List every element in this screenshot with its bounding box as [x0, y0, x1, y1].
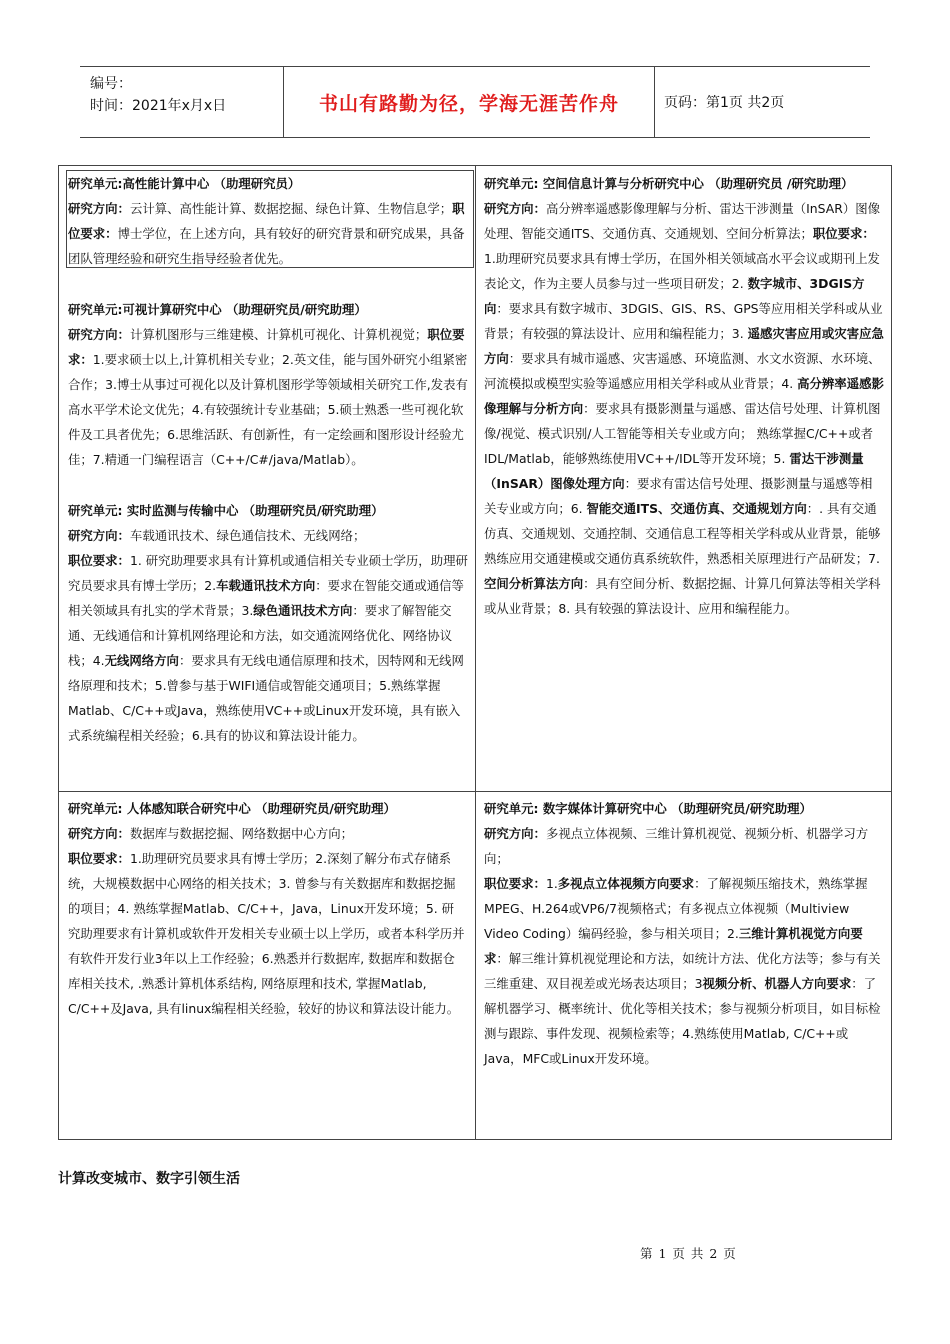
unit-direction [68, 821, 466, 846]
requirement-highlight: 多视点立体视频方向要求 [557, 876, 695, 891]
requirement-text: ：要求了解智能交通、无线通信和计算机网络理论和方法，如交通流网络优化、网络协议栈；4. [68, 603, 453, 668]
unit-block-hpc [68, 171, 471, 271]
unit-title: 研究单元:高性能计算中心 （助理研究员） [68, 176, 301, 191]
unit-body [484, 196, 884, 621]
unit-requirements [484, 871, 884, 1071]
cell-bottom-left [68, 796, 466, 1021]
requirement-text: 1. 研究助理要求具有计算机或通信相关专业硕士学历，助理研究员要求具有博士学历；2. [68, 553, 468, 593]
requirement-text: ：要求具有数字城市、3DGIS、GIS、RS、GPS等应用相关学科或从业背景；有较强的算法设计、应用和编程能力；3. [484, 301, 883, 341]
requirement-highlight: 数字城市、3DGIS方向 [484, 276, 865, 316]
requirement-highlight: 空间分析算法方向 [484, 576, 584, 591]
requirement-text: ：解三维计算机视觉理论和方法，如统计方法、优化方法等；参与有关三维重建、双目视差或光场表达项目；3 [484, 951, 881, 991]
unit-title: 研究单元: 数字媒体计算研究中心 （助理研究员/研究助理） [484, 801, 812, 816]
requirement-highlight: 雷达干涉测量（InSAR）图像处理方向 [484, 451, 864, 491]
direction-label: 研究方向： [68, 826, 130, 841]
requirement-text: ：要求有雷达信号处理、摄影测量与遥感等相关专业或方向；6. [484, 476, 873, 516]
unit-body [68, 196, 471, 271]
requirement-highlight: 视频分析、机器人方向要求 [702, 976, 852, 991]
requirement-highlight: 绿色通讯技术方向 [253, 603, 353, 618]
unit-direction [484, 821, 884, 871]
cell-bottom-right [484, 796, 884, 1071]
unit-direction [68, 523, 471, 548]
requirement-text: ：了解视频压缩技术，熟练掌握MPEG、H.264或VP6/7视频格式；有多视点立体视频（Multiview Video Coding）编码经验，参与相关项目；2. [484, 876, 868, 941]
unit-block-visual [68, 297, 471, 472]
unit-block-monitor [68, 498, 471, 748]
requirement-label: 职位要求： [484, 876, 546, 891]
page-header [80, 66, 870, 138]
direction-text: 数据库与数据挖掘、网络数据中心方向； [129, 826, 353, 841]
cell-top-left [68, 171, 471, 748]
header-page-label: 页码：第1页 共2页 [664, 95, 785, 111]
direction-text: 计算机图形与三维建模、计算机可视化、计算机视觉； [129, 327, 428, 342]
positions-table [58, 165, 892, 1140]
document-date: 时间：2021年x月x日 [90, 98, 227, 114]
requirement-label: 职位要求： [68, 327, 465, 367]
unit-requirements [68, 846, 466, 1021]
requirement-text: ：具有空间分析、数据挖掘、计算几何算法等相关学科或从业背景；8. 具有较强的算法设计、应用和编程能力。 [484, 576, 881, 616]
unit-body [68, 322, 471, 472]
requirement-text: ：要求在智能交通或通信等相关领域具有扎实的学术背景；3. [68, 578, 464, 618]
footer-slogan: 计算改变城市、数字引领生活 [58, 1171, 240, 1187]
requirement-highlight: 三维计算机视觉方向要求 [484, 926, 863, 966]
requirement-text: 1.助理研究员要求具有博士学历，在国外相关领域高水平会议或期刊上发表论文，作为主要人员参与过一些项目研发；2. [484, 251, 880, 291]
requirement-label: 职位要求： [68, 851, 130, 866]
table-divider-vertical [475, 166, 476, 1139]
requirement-text: 博士学位，在上述方向，具有较好的研究背景和研究成果，具备团队管理经验和研究生指导经验者优先。 [68, 226, 465, 266]
requirement-highlight: 车载通讯技术方向 [216, 578, 316, 593]
direction-text: 高分辨率遥感影像理解与分析、雷达干涉测量（InSAR）图像处理、智能交通ITS、交通仿真、交通规划、空间分析算法； [484, 201, 881, 241]
direction-text: 车载通讯技术、绿色通信技术、无线网络； [129, 528, 366, 543]
direction-label: 研究方向： [484, 201, 546, 216]
unit-title: 研究单元: 空间信息计算与分析研究中心 （助理研究员 /研究助理） [484, 176, 854, 191]
requirement-label: 职位要求： [68, 553, 130, 568]
requirement-highlight: 遥感灾害应用或灾害应急方向 [484, 326, 884, 366]
page-number: 第 1 页 共 2 页 [640, 1246, 737, 1261]
direction-label: 研究方向： [68, 327, 130, 342]
requirement-text: ：. 具有交通仿真、交通规划、交通控制、交通信息工程等相关学科或从业背景，能够熟练应用交通建模或交通仿真系统软件，熟悉相关原理进行产品研发；7. [484, 501, 881, 566]
direction-text: 多视点立体视频、三维计算机视觉、视频分析、机器学习方向； [484, 826, 869, 866]
requirement-text: ：要求具有摄影测量与遥感、雷达信号处理、计算机图像/视觉、模式识别/人工智能等相关专业或方向； 熟练掌握C/C++或者IDL/Matlab，能够熟练使用VC++/IDL等开发环境；5. [484, 401, 881, 466]
requirement-text: 1. [545, 876, 558, 891]
requirement-label: 职位要求： [68, 201, 465, 241]
requirement-highlight: 无线网络方向 [104, 653, 179, 668]
requirement-text: 1.助理研究员要求具有博士学历；2.深刻了解分布式存储系统，大规模数据中心网络的相关技术；3. 曾参与有关数据库和数据挖掘的项目；4. 熟练掌握Matlab、C/C++，Java，Linux开发环境；5. 研究助理要求有计算机或软件开发相关专业硕士以上学历，或者本科学历并有软件开发行业3年以上工作经验；6.熟悉并行数据库, 数据库和数据仓库相关技术, .熟悉计算机体系结构, 网络原理和技术, 掌握Matlab, C/C++及Java, 具有linux编程相关经验，较好的协议和算法设计能力。 [68, 851, 465, 1016]
unit-title: 研究单元:可视计算研究中心 （助理研究员/研究助理） [68, 302, 367, 317]
unit-title: 研究单元: 实时监测与传输中心 （助理研究员/研究助理） [68, 503, 384, 518]
table-divider-horizontal [59, 791, 891, 792]
requirement-highlight: 智能交通ITS、交通仿真、交通规划方向 [586, 501, 807, 516]
requirement-highlight: 高分辨率遥感影像理解与分析方向 [484, 376, 884, 416]
direction-label: 研究方向： [68, 201, 130, 216]
unit-title: 研究单元: 人体感知联合研究中心 （助理研究员/研究助理） [68, 801, 396, 816]
header-meta [80, 67, 284, 137]
cell-top-right [484, 171, 884, 621]
requirement-text: ：了解机器学习、概率统计、优化等相关技术；参与视频分析项目，如目标检测与跟踪、事件发现、视频检索等；4.熟练使用Matlab, C/C++或Java，MFC或Linux开发环境。 [484, 976, 881, 1066]
direction-label: 研究方向： [68, 528, 130, 543]
requirement-label: 职位要求： [812, 226, 875, 241]
requirement-text: ：要求具有无线电通信原理和技术，因特网和无线网络原理和技术；5.曾参与基于WIFI通信或智能交通项目；5.熟练掌握Matlab、C/C++或Java，熟练使用VC++或Linux开发环境，具有嵌入式系统编程相关经验；6.具有的协议和算法设计能力。 [68, 653, 464, 743]
document-number: 编号： [90, 76, 132, 92]
header-motto: 书山有路勤为径，学海无涯苦作舟 [284, 67, 655, 137]
direction-label: 研究方向： [484, 826, 546, 841]
direction-text: 云计算、高性能计算、数据挖掘、绿色计算、生物信息学； [129, 201, 453, 216]
requirement-text: 1.要求硕士以上,计算机相关专业；2.英文佳，能与国外研究小组紧密合作；3.博士从事过可视化以及计算机图形学等领域相关研究工作,发表有高水平学术论文优先；4.有较强统计专业基础；5.硕士熟悉一些可视化软件及工具者优先；6.思维活跃、有创新性，有一定绘画和图形设计经验尤佳；7.精通一门编程语言（C++/C#/java/Matlab）。 [68, 352, 468, 467]
requirement-text: ：要求具有城市遥感、灾害遥感、环境监测、水文水资源、水环境、河流模拟或模型实验等遥感应用相关学科或从业背景；4. [484, 351, 881, 391]
unit-requirements [68, 548, 471, 748]
